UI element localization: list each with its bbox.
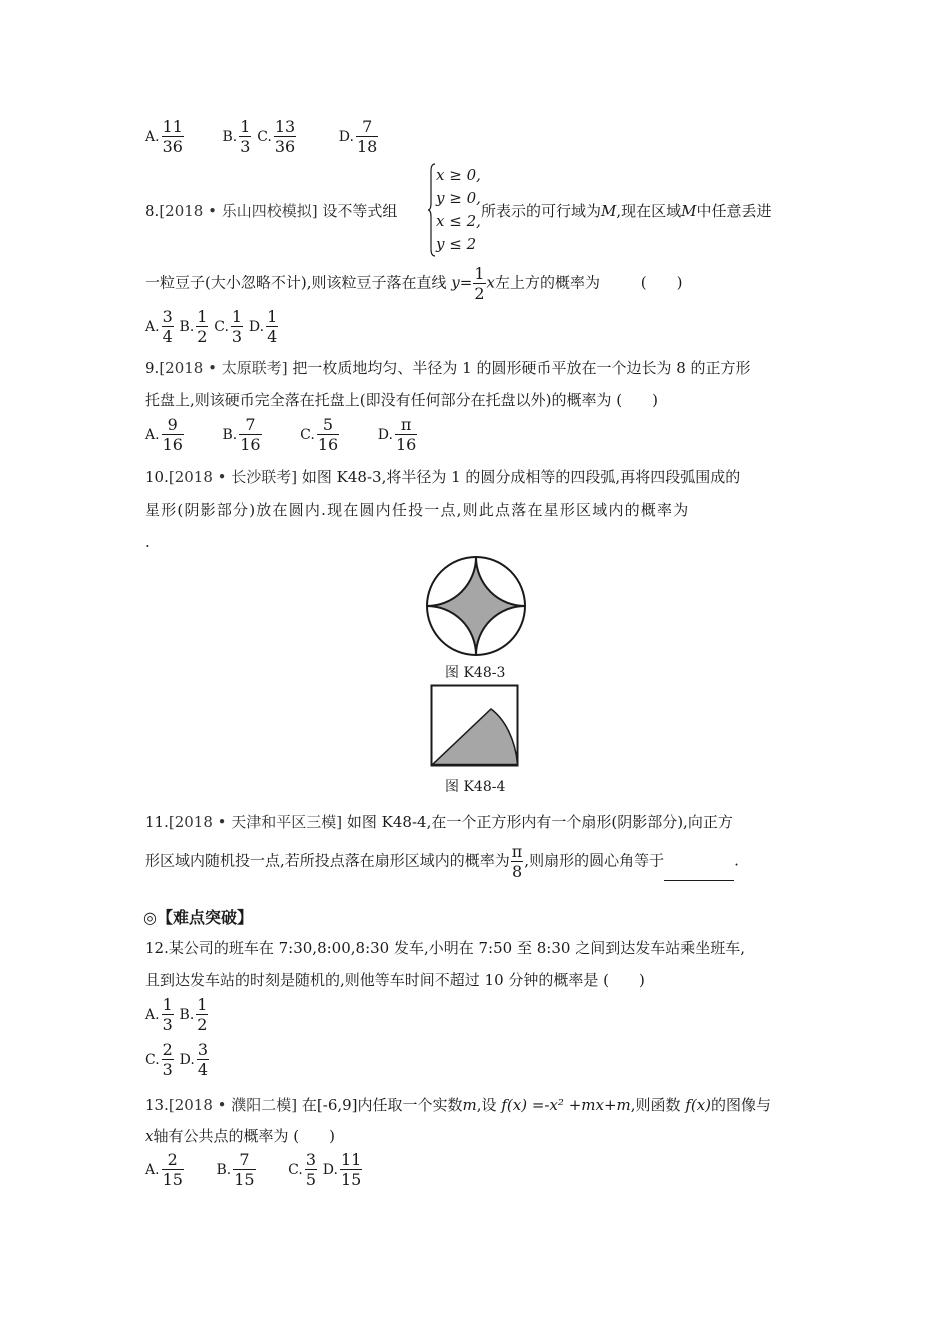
source-tag: [2018 • 天津和平区三模]	[168, 813, 343, 831]
q10-line1: 10.[2018 • 长沙联考] 如图 K48-3,将半径为 1 的圆分成相等的四段弧,再将四段弧围成的	[145, 468, 741, 486]
fraction: $\frac{11}{15}$	[340, 1150, 362, 1189]
fraction: $\frac{1}{4}$	[267, 307, 278, 346]
fraction: $\frac{3}{4}$	[162, 307, 173, 346]
fraction: $\frac{9}{16}$	[162, 415, 183, 454]
q7-option-c[interactable]: C. $\frac{13}{36}$	[257, 117, 296, 156]
fraction: $\frac{1}{2}$	[474, 264, 485, 303]
source-tag: [2018 • 乐山四校模拟]	[159, 202, 318, 220]
q11-line1: 11.[2018 • 天津和平区三模] 如图 K48-4,在一个正方形内有一个扇形(阴影部分),向正方	[145, 813, 733, 831]
q13-options	[145, 1150, 363, 1189]
fraction: $\frac{11}{36}$	[162, 117, 183, 156]
q13-line2: x轴有公共点的概率为 ( )	[145, 1127, 335, 1145]
q8-option-d[interactable]: D. $\frac{1}{4}$	[248, 307, 278, 346]
fraction: $\frac{2}{3}$	[162, 1040, 173, 1079]
section-title: 【难点突破】	[156, 908, 253, 927]
q10-line3: .	[145, 533, 150, 551]
fraction: $\frac{2}{15}$	[162, 1150, 183, 1189]
q13-option-c[interactable]: C. $\frac{3}{5}$	[288, 1150, 317, 1189]
q12-options-row1	[145, 995, 209, 1034]
source-tag: [2018 • 长沙联考]	[168, 468, 298, 486]
q11-line2: 形区域内随机投一点,若所投点落在扇形区域内的概率为 $\frac{\pi}{8}$ ,则扇形的圆心角等于 .	[145, 842, 739, 881]
q9-options	[145, 415, 418, 454]
system-row: y ≥ 0,	[436, 189, 481, 207]
q8-line1-left: 8.[2018 • 乐山四校模拟] 设不等式组	[145, 202, 398, 220]
figure-k48-3	[424, 554, 528, 658]
fraction: $\frac{7}{18}$	[356, 117, 378, 156]
q12-options-row2	[145, 1040, 210, 1079]
brace-icon	[428, 163, 436, 257]
source-tag: [2018 • 濮阳二模]	[168, 1096, 298, 1114]
fraction: $\frac{1}{3}$	[231, 307, 243, 346]
fraction: $\frac{1}{2}$	[197, 307, 208, 346]
target-icon: ◎	[143, 908, 157, 927]
fraction: $\frac{7}{16}$	[240, 415, 261, 454]
fraction: $\frac{1}{3}$	[240, 117, 251, 156]
q13-option-d[interactable]: D. $\frac{11}{15}$	[322, 1150, 362, 1189]
q7-option-b[interactable]: B. $\frac{1}{3}$	[222, 117, 251, 156]
answer-blank[interactable]	[664, 864, 734, 881]
fraction: $\frac{\pi}{8}$	[511, 842, 523, 881]
q9-option-c[interactable]: C. $\frac{5}{16}$	[300, 415, 339, 454]
q13-option-a[interactable]: A. $\frac{2}{15}$	[145, 1150, 183, 1189]
q8-line2: 一粒豆子(大小忽略不计),则该粒豆子落在直线 y= $\frac{1}{2}$ x左上方的概率为 ( )	[145, 264, 683, 303]
q12-line1: 12.某公司的班车在 7:30,8:00,8:30 发车,小明在 7:50 至 8:30 之间到达发车站乘坐班车,	[145, 939, 745, 957]
fraction: $\frac{7}{15}$	[234, 1150, 255, 1189]
figure-caption: 图 K48-4	[445, 779, 506, 795]
q7-options	[145, 117, 379, 156]
fraction: $\frac{\pi}{16}$	[395, 415, 417, 454]
q9-option-a[interactable]: A. $\frac{9}{16}$	[145, 415, 183, 454]
system-row: x ≤ 2,	[436, 212, 481, 230]
q8-option-b[interactable]: B. $\frac{1}{2}$	[179, 307, 208, 346]
figure-caption: 图 K48-3	[445, 665, 506, 681]
fraction: $\frac{3}{4}$	[197, 1040, 209, 1079]
source-tag: [2018 • 太原联考]	[159, 359, 288, 377]
fraction: $\frac{1}{3}$	[162, 995, 173, 1034]
q12-option-a[interactable]: A. $\frac{1}{3}$	[145, 995, 173, 1034]
q9-line2: 托盘上,则该硬币完全落在托盘上(即没有任何部分在托盘以外)的概率为 ( )	[145, 391, 658, 409]
q7-option-a[interactable]: A. $\frac{11}{36}$	[145, 117, 183, 156]
q13-line1: 13.[2018 • 濮阳二模] 在[-6,9]内任取一个实数m,设 f(x) =-x² +mx+m,则函数 f(x)的图像与	[145, 1096, 772, 1114]
q12-option-d[interactable]: D. $\frac{3}{4}$	[179, 1040, 209, 1079]
q13-option-b[interactable]: B. $\frac{7}{15}$	[216, 1150, 255, 1189]
q10-line2: 星形(阴影部分)放在圆内.现在圆内任投一点,则此点落在星形区域内的概率为	[145, 501, 690, 519]
q12-line2: 且到达发车站的时刻是随机的,则他等车时间不超过 10 分钟的概率是 ( )	[145, 971, 645, 989]
q8-option-a[interactable]: A. $\frac{3}{4}$	[145, 307, 173, 346]
figure-k48-4	[430, 684, 520, 768]
q9-line1: 9.[2018 • 太原联考] 把一枚质地均匀、半径为 1 的圆形硬币平放在一个边长为 8 的正方形	[145, 359, 751, 377]
system-row: y ≤ 2	[436, 235, 477, 253]
q8-options	[145, 307, 279, 346]
fraction: $\frac{1}{2}$	[197, 995, 208, 1034]
system-row: x ≥ 0,	[436, 166, 481, 184]
answer-paren: ( )	[640, 273, 683, 292]
inequality-system	[428, 163, 481, 257]
q9-option-b[interactable]: B. $\frac{7}{16}$	[222, 415, 261, 454]
section-heading	[143, 905, 253, 928]
q12-option-b[interactable]: B. $\frac{1}{2}$	[179, 995, 208, 1034]
q9-option-d[interactable]: D. $\frac{\pi}{16}$	[377, 415, 417, 454]
fraction: $\frac{3}{5}$	[305, 1150, 317, 1189]
q8-option-c[interactable]: C. $\frac{1}{3}$	[214, 307, 243, 346]
fraction: $\frac{5}{16}$	[317, 415, 339, 454]
fraction: $\frac{13}{36}$	[274, 117, 296, 156]
q7-option-d[interactable]: D. $\frac{7}{18}$	[338, 117, 378, 156]
q8-line1-right: 所表示的可行域为M,现在区域M中任意丢进	[481, 202, 772, 220]
q12-option-c[interactable]: C. $\frac{2}{3}$	[145, 1040, 173, 1079]
